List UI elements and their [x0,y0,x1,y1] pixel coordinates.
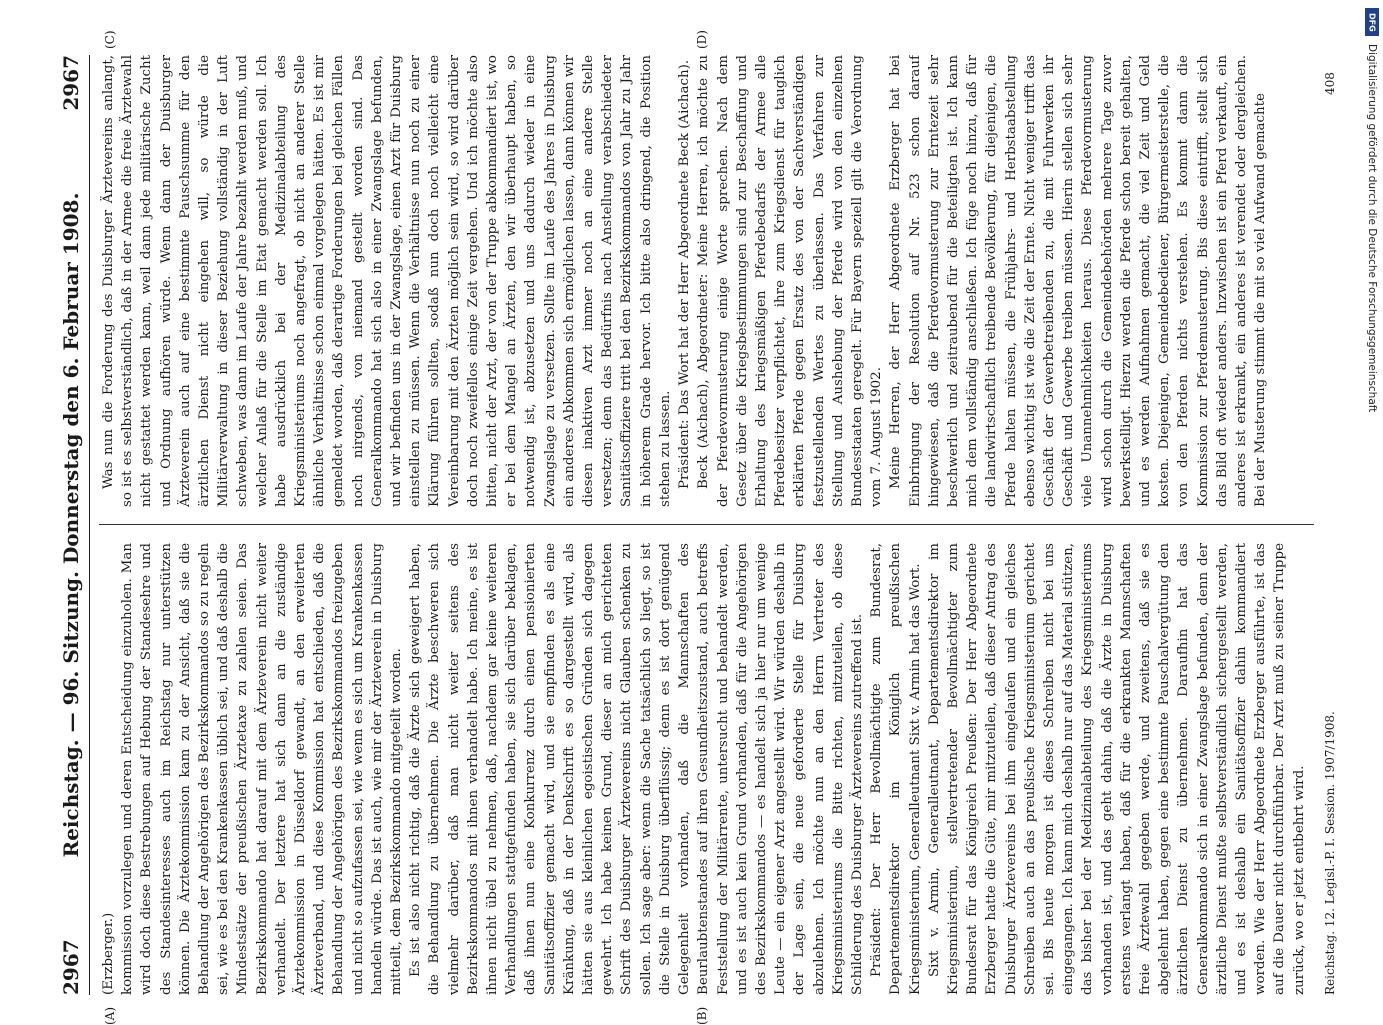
running-title: Reichstag. — 96. Sitzung. Donnerstag den 6. Februar 1908. [59,192,83,858]
paragraph: Was nun die Forderung des Duisburger Ärztevereins anlangt, so ist es selbstverständlich, daß in der Armee die freie Ärztewahl nicht gestattet werden kann, weil dann jede militärische Zucht und Ordnung aufhören würde. Wenn dann der Duisburger Ärzteverein auch auf eine bestimmte Pauschsumme für den ärztlichen Dienst nicht eingehen will, so würde die Militärverwaltung in dieser Beziehung vollständig in der Luft schweben, was dann im Laufe der Jahre bezahlt werden muß, und welcher Anlaß für die Stelle im Etat gemacht werden soll. Ich habe ausdrücklich bei der Medizinalabteilung des Kriegsministeriums noch angefragt, ob nicht an anderer Stelle ähnliche Verhältnisse schon einmal vorgelegen hätten. Es ist mir gemeldet worden, daß derartige Forderungen bei gleichen Fällen noch nirgends, von niemand gestellt worden sind. Das Generalkommando hat sich also in einer Zwangslage befunden, und wir befinden uns in der Zwangslage, einen Arzt für Duisburg einstellen zu müssen. Wenn die Verhältnisse nun noch zu einer Klärung führen sollten, sodaß nun doch noch vielleicht eine Vereinbarung mit den Ärzten möglich sein wird, so wird darüber doch noch zweifellos einige Zeit vergehen. Und ich möchte also bitten, nicht der Arzt, der von der Truppe abkommandiert ist, wo er bei dem Mangel an Ärzten, den wir überhaupt haben, so notwendig ist, abzusetzen und uns dadurch wieder in eine Zwangslage zu versetzen. Sollte im Laufe des Jahres in Duisburg ein anderes Abkommen sich ermöglichen lassen, dann können wir diesen inaktiven Arzt immer noch an eine andere Stelle versetzen; denn das Bedürfnis nach Anstellung verabschiedeter Sanitätsoffiziere tritt bei den Bezirkskommandos von Jahr zu Jahr in höherem Grade hervor. Ich bitte also dringend, die Position stehen zu lassen. [101,55,673,507]
beck-speech-continued: Meine Herren, der Herr Abgeordnete Erzberger hat bei Einbringung der Resolution auf Nr. 523 schon darauf hingewiesen, daß die Pferdevormusterung zur Erntezeit sehr beschwerlich und zeitraubend für die Beteiligten ist. Ich kann mich dem vollständig anschließen. Ich füge noch hinzu, daß für die landwirtschaftlich treibende Bevölkerung, für diejenigen, die Pferde halten müssen, die Frühjahrs- und Herbstaabstellung ebenso wichtig ist wie die Zeit der Ernte. Nicht weniger trifft das Geschäft der Gewerbetreibenden zu, die mit Fuhrwerken ihr Geschäft und Gewerbe treiben müssen. Hierin stellen sich sehr viele Unannehmlichkeiten heraus. Diese Pferdevormusterung wird schon durch die Gemeindebehörden mehrere Tage zuvor bewerkstelligt. Hierzu werden die Pferde schon bereit gehalten, und es werden Aufnahmen gemacht, die viel Zeit und Geld kosten. Diejenigen, Gemeindebediener, Bürgermeisterstelle, die von den Pferden nichts verstehen. Es kommt dann die Kommission zur Pferdemusterung. Bis diese eintrifft, stellt sich das Bild oft wieder anders. Inzwischen ist ein Pferd verkauft, ein anderes ist erkrankt, ein anderes ist verendet oder dergleichen. Bei der Musterung stimmt die mit so viel Aufwand gemachte [888,55,1269,507]
page-number-left: 2967 [59,939,83,995]
paragraph: Es ist also nicht richtig, daß die Ärzte sich geweigert haben, die Behandlung zu übernehmen. Die Ärzte beschweren sich vielmehr darüber, daß man nicht weiter seitens des Bezirkskommandos mit ihnen verhandelt habe. Ich meine, es ist ihnen nicht übel zu nehmen, daß, nachdem gar keine weiteren Verhandlungen stattgefunden haben, sie sich darüber beklagen, daß ihnen nun eine Konkurrenz durch einen pensionierten Sanitätsoffizier gemacht wird, und sie empfinden es als eine Kränkung, daß in der Denkschrift es so dargestellt wird, als hätten sie aus kleinlichen egoistischen Gründen sich dagegen gewehrt. Ich habe keinen Grund, dieser an mich gerichteten Schrift des Duisburger Ärztevereins nicht Glauben schenken zu sollen. Ich sage aber: wenn die Sache tatsächlich so liegt, so ist die Stelle in Duisburg überflüssig; denn es ist dort genügend Gelegenheit vorhanden, daß die Mannschaften des Beurlaubtenstandes auf ihren Gesundheitszustand, auch betreffs Feststellung der Militärrente, untersucht und behandelt werden, und es ist auch kein Grund vorhanden, daß für die Angehörigen des Bezirkskommandos — es handelt sich ja hier nur um wenige Leute — ein eigener Arzt angestellt wird. Wir würden deshalb in der Lage sein, die neue geforderte Stelle für Duisburg abzulehnen. Ich möchte nun an den Herrn Vertreter des Kriegsministeriums die Bitte richten, mitzuteilen, ob diese Schilderung des Duisburger Ärztevereins zutreffend ist. [408,543,865,995]
digitization-note-text: Digitalisierung gefördert durch die Deutsche Forschungsgemeinschaft [1366,44,1378,413]
page-header [55,55,90,995]
sheet-number: 408 [1323,72,1337,95]
paragraph: kommission vorzulegen und deren Entscheidung einzuholen. Man wird doch diese Bestrebungen auf Hebung der Standesehre und des Standesinteresses auch im Reichstag nur unterstützen können. Die Ärztekommission kam zu der Ansicht, daß sie die Behandlung der Angehörigen des Bezirkskommandos so zu regeln sei, wie es bei den Krankenkassen üblich sei, und daß deshalb die Mindestsätze der preußischen Ärztetaxe zu zahlen seien. Das Bezirkskommando hat darauf mit dem Ärzteverein nicht weiter verhandelt. Der letztere hat sich dann an die zuständige Ärztekommission in Düsseldorf gewandt, an den erweiterten Ärzteverband, und diese Kommission hat entschieden, daß die Behandlung der Angehörigen des Bezirkskommandos freizugeben und nicht so aufzufassen sei, wie wenn es sich um Krankenkassen handeln würde. Das ist auch, wie mir der Ärzteverein in Duisburg mitteilt, dem Bezirkskommando mitgeteilt worden. [120,543,405,995]
footer-session: Reichstag. 12. Legisl.-P. I. Session. 1907/1908. [1323,711,1337,995]
speaker-tag: (Erzberger.) [101,912,116,995]
column-divider [99,524,1314,525]
right-column [99,55,1319,507]
dfg-logo: DFG [1365,8,1379,36]
margin-mark-a: (A) [103,1006,117,1025]
margin-mark-b: (B) [695,1006,709,1025]
rotated-page [55,30,1350,1025]
president-remark: Präsident: Der Herr Bevollmächtigte zum Bundesrat, Departementsdirektor im Königlich preußischen Kriegsministerium, Generalleutnant Sixt v. Armin hat das Wort. [869,543,923,995]
left-column [99,543,1319,995]
president-remark: Präsident: Das Wort hat der Herr Abgeordnete Beck (Aichach). [677,59,693,489]
page-number-right: 2967 [59,55,83,111]
margin-mark-d: (D) [695,30,709,49]
digitization-note [1358,44,1378,704]
armin-speech: Sixt v. Armin, Generalleutnant, Departementsdirektor im Kriegsministerium, stellvertretender Bevollmächtigter zum Bundesrat für das Königreich Preußen: Der Herr Abgeordnete Erzberger hatte die Güte, mir mitzuteilen, daß dieser Antrag des Duisburger Ärztevereins bei ihm eingelaufen und ein gleiches Schreiben auch an das preußische Kriegsministerium gerichtet sei. Bis heute morgen ist dieses Schreiben nicht bei uns eingegangen. Ich kann mich deshalb nur auf das Material stützen, das bisher bei der Medizinalabteilung des Kriegsministeriums vorhanden ist, und das geht dahin, daß die Ärzte in Duisburg erstens verlangt haben, daß für die erkrankten Mannschaften freie Ärztewahl gegeben werde, und zweitens, daß sie es abgelehnt haben, gegen eine bestimmte Pauschalvergütung den ärztlichen Dienst zu übernehmen. Daraufhin hat das Generalkommando sich in einer Zwangslage befunden, denn der ärztliche Dienst mußte selbstverständlich sichergestellt werden, und es ist deshalb ein Sanitätsoffizier dahin kommandiert worden. Wie der Herr Abgeordnete Erzberger ausführte, ist das auf die Dauer nicht durchführbar. Der Arzt muß zu seiner Truppe zurück, wo er jetzt entbehrt wird. [926,543,1307,995]
beck-speech: Beck (Aichach), Abgeordneter: Meine Herren, ich möchte zu der Pferdevormusterung einige Worte sprechen. Nach dem Gesetz über die Kriegsbestimmungen sind zur Beschaffung und Erhaltung des kriegsmäßigen Pferdebedarfs der Armee alle Pferdebesitzer verpflichtet, ihre zum Kriegsdienst für tauglich erklärten Pferde gegen Ersatz des von der Sachverständigen festzustellenden Wertes zu überlassen. Das Verfahren zur Stellung und Aushebung der Pferde wird von den einzelnen Bundesstaaten geregelt. Für Bayern speziell gilt die Verordnung vom 7. August 1902. [696,55,885,507]
page-footer [1323,55,1337,995]
margin-mark-c: (C) [103,30,117,49]
